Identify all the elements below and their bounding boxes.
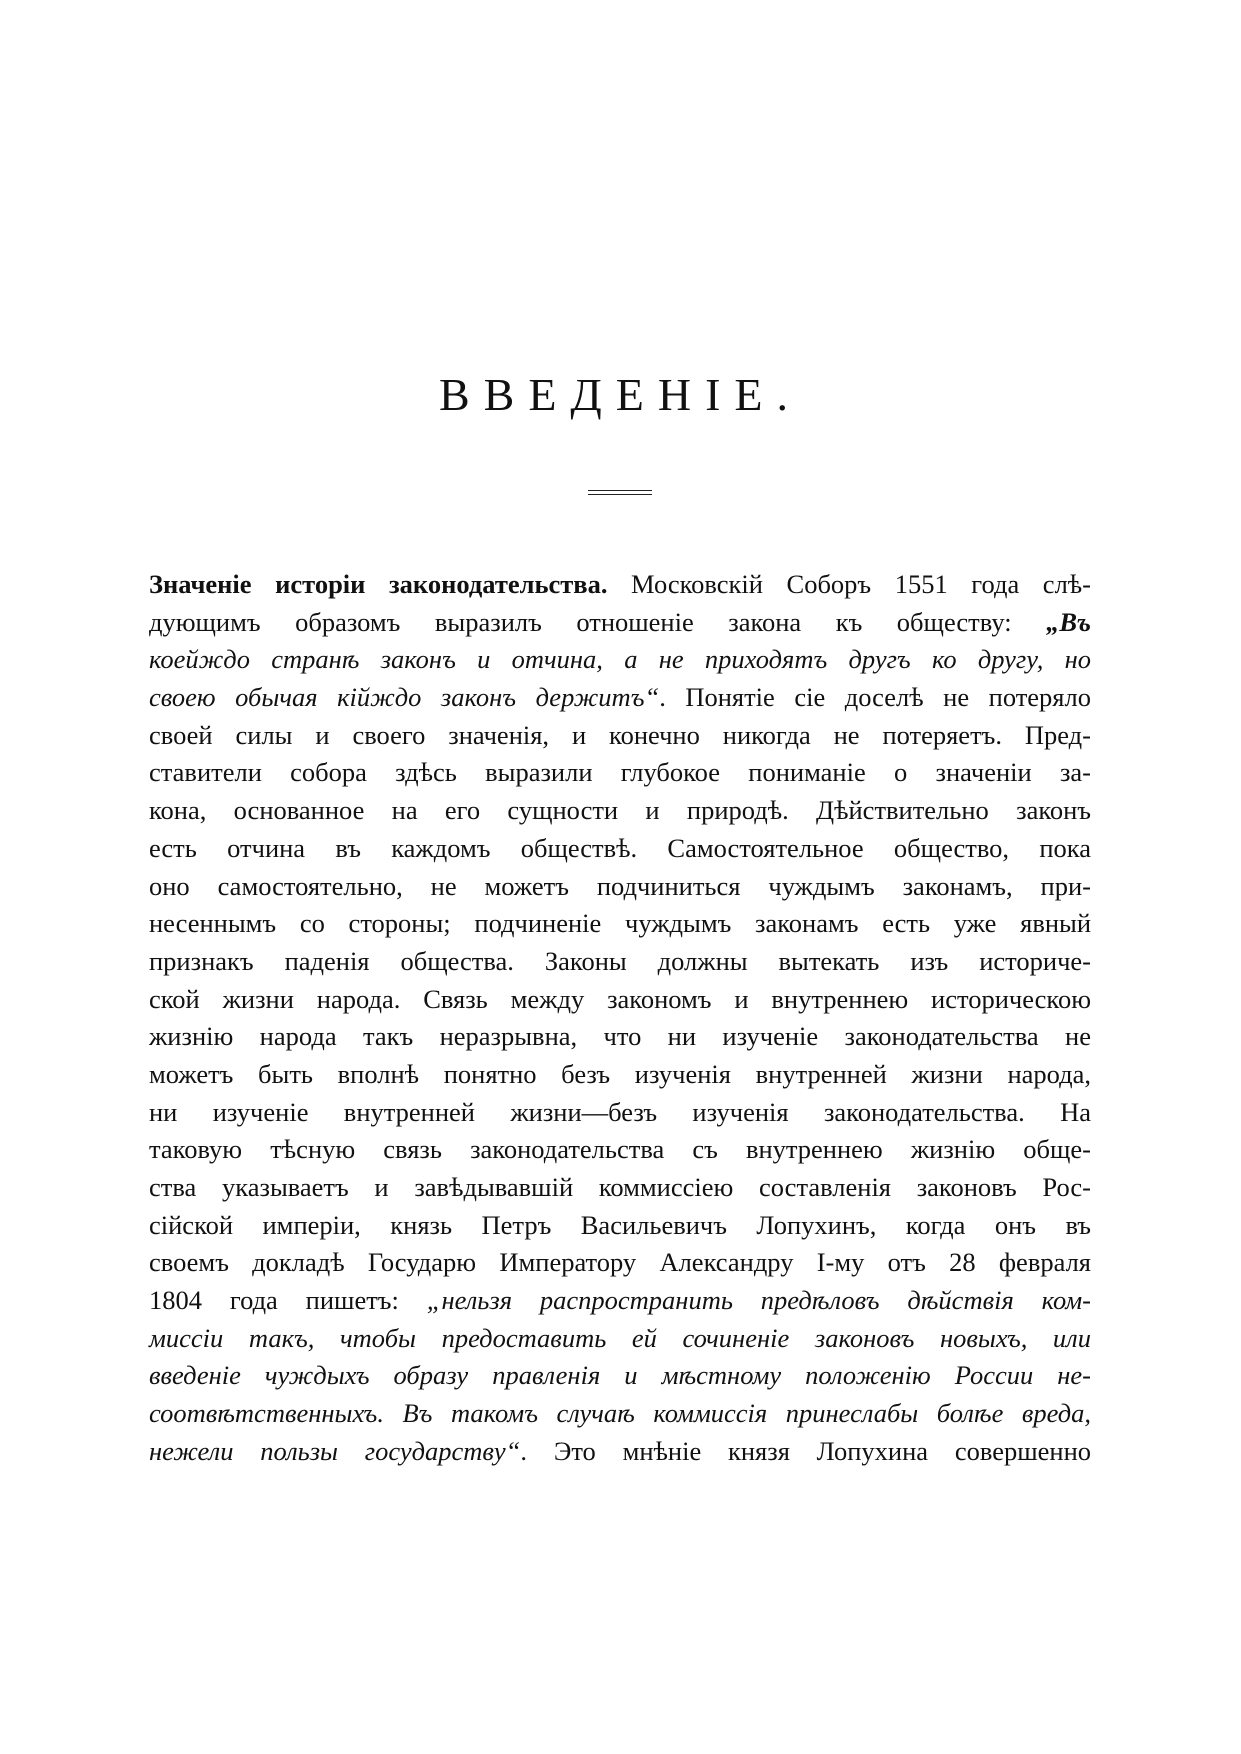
- text-line: [149, 981, 1091, 1019]
- section-heading: Значенiе исторiи законодательства.: [149, 569, 608, 599]
- text-line: [149, 868, 1091, 906]
- text-line: [149, 717, 1091, 755]
- text-run: своемъ докладѣ Государю Императору Александру I-му отъ 28 февраля: [149, 1247, 1091, 1278]
- text-run: . Понятiе сiе доселѣ не потеряло: [659, 682, 1091, 713]
- quoted-text: „нельзя распространить предѣловъ дѣйствiя ком-: [426, 1285, 1092, 1316]
- text-line: [149, 641, 1091, 679]
- text-line: [149, 1018, 1091, 1056]
- title-divider: [588, 490, 652, 495]
- quoted-text: „Въ: [1046, 606, 1091, 637]
- text-run: дующимъ образомъ выразилъ отношенiе закона къ обществу:: [149, 606, 1047, 637]
- text-line: [149, 754, 1091, 792]
- text-run: . Это мнѣнiе князя Лопухина совершенно: [520, 1435, 1091, 1466]
- text-line: [149, 1131, 1091, 1169]
- text-run: 1804 года пишетъ:: [149, 1285, 427, 1316]
- text-line: [149, 1433, 1091, 1471]
- text-line: [149, 1169, 1091, 1207]
- text-run: есть отчина въ каждомъ обществѣ. Самостоятельное общество, пока: [149, 832, 1091, 863]
- text-line: [149, 1395, 1091, 1433]
- text-line: [149, 905, 1091, 943]
- text-line: [149, 566, 1091, 604]
- quoted-text: нежели пользы государству“: [149, 1435, 521, 1466]
- text-line: [149, 1244, 1091, 1282]
- text-line: [149, 1056, 1091, 1094]
- text-line: [149, 943, 1091, 981]
- text-line: [149, 792, 1091, 830]
- quoted-text: миссiи такъ, чтобы предоставить ей сочиненiе законовъ новыхъ, или: [149, 1322, 1091, 1353]
- text-line: [149, 1282, 1091, 1320]
- quoted-text: коейждо странѣ законъ и отчина, а не приходятъ другъ ко другу, но: [149, 644, 1091, 675]
- text-line: [149, 1320, 1091, 1358]
- page-title: ВВЕДЕНIЕ.: [438, 369, 803, 420]
- text-line: [149, 830, 1091, 868]
- text-run: ства указываетъ и завѣдывавшiй коммиссiею составленiя законовъ Рос-: [149, 1172, 1091, 1202]
- text-run: сiйской имперiи, князь Петръ Васильевичъ Лопухинъ, когда онъ въ: [149, 1209, 1091, 1240]
- text-run: признакъ паденiя общества. Законы должны вытекать изъ историче-: [149, 945, 1091, 976]
- text-run: оно самостоятельно, не можетъ подчиниться чуждымъ законамъ, при-: [149, 870, 1091, 901]
- text-run: ни изученiе внутренней жизни—безъ изученiя законодательства. На: [149, 1096, 1091, 1127]
- text-run: можетъ быть вполнѣ понятно безъ изученiя внутренней жизни народа,: [149, 1058, 1091, 1089]
- quoted-text: своею обычая кiйждо законъ держитъ“: [149, 682, 660, 713]
- quoted-text: введенiе чуждыхъ образу правленiя и мѣстному положенiю России не-: [149, 1360, 1091, 1391]
- text-run: таковую тѣсную связь законодательства съ внутреннею жизнiю обще-: [149, 1134, 1091, 1165]
- text-run: несеннымъ со стороны; подчиненiе чуждымъ законамъ есть уже явный: [149, 908, 1091, 939]
- text-run: ставители собора здѣсь выразили глубокое пониманiе о значенiи за-: [149, 757, 1091, 788]
- text-line: [149, 1094, 1091, 1132]
- text-line: [149, 679, 1091, 717]
- text-run: кона, основанное на его сущности и природѣ. Дѣйствительно законъ: [149, 795, 1091, 826]
- text-run: своей силы и своего значенiя, и конечно никогда не потеряетъ. Пред-: [149, 719, 1091, 750]
- text-run: Московскiй Соборъ 1551 года слѣ-: [631, 569, 1092, 599]
- text-run: ской жизни народа. Связь между закономъ и внутреннею историческою: [149, 983, 1091, 1014]
- text-run: жизнiю народа такъ неразрывна, что ни изученiе законодательства не: [149, 1021, 1091, 1052]
- text-line: [149, 1207, 1091, 1245]
- text-line: [149, 604, 1091, 642]
- quoted-text: соотвѣтственныхъ. Въ такомъ случаѣ коммиссiя принеслабы болѣе вреда,: [149, 1398, 1091, 1429]
- body-paragraph: [149, 566, 1091, 1471]
- text-line: [149, 1357, 1091, 1395]
